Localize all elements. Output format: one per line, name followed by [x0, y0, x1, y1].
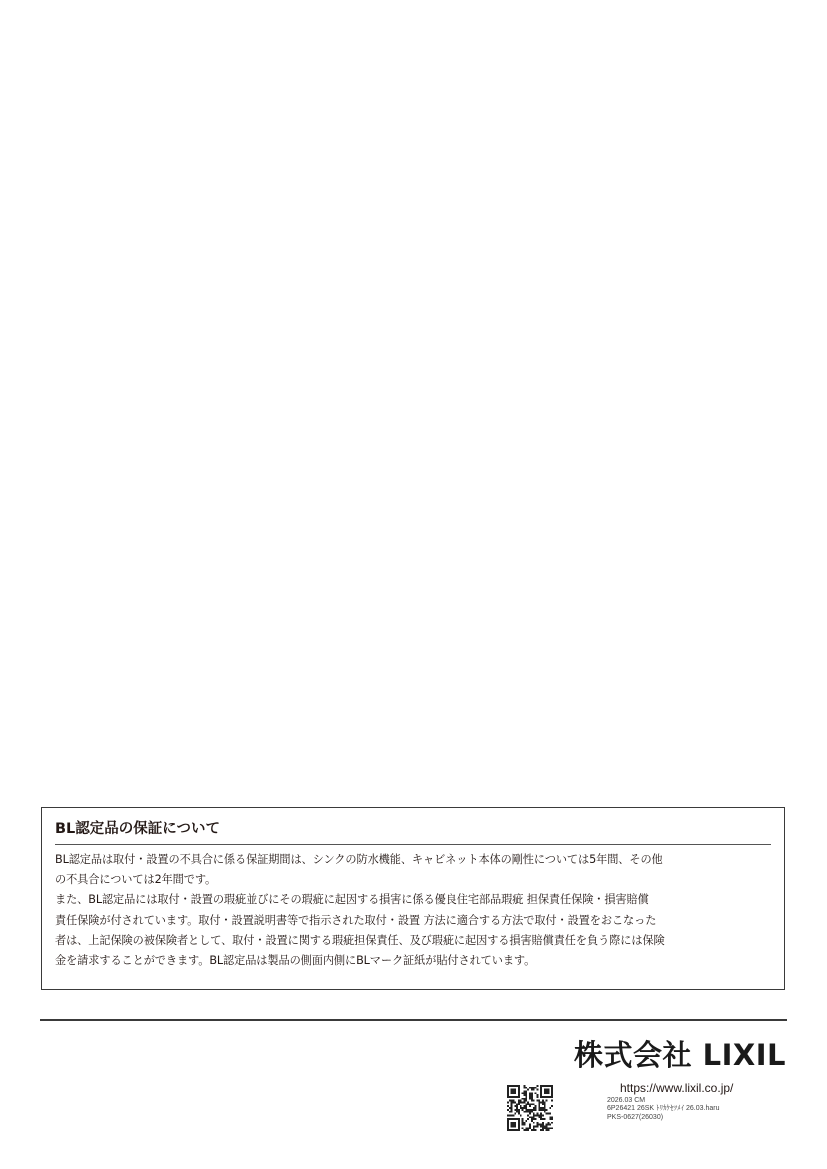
notice-line: また、BL認定品には取付・設置の瑕疵並びにその瑕疵に起因する損害に係る優良住宅部品瑕疵 担保責任保険・損害賠償 — [55, 893, 649, 907]
notice-line: の不具合については2年間です。 — [55, 873, 217, 887]
footer-divider — [40, 1019, 787, 1021]
notice-line: 者は、上記保険の被保険者として、取付・設置に関する瑕疵担保責任、及び瑕疵に起因する損害賠償責任を負う際には保険 — [55, 933, 665, 947]
company-logo: 株式会社 LIXIL — [574, 1038, 786, 1072]
title-underline — [55, 844, 771, 845]
notice-body — [55, 850, 775, 971]
print-code-line: 2026.03 CM — [607, 1097, 646, 1104]
print-code-line: PKS-0627(26030) — [607, 1113, 664, 1121]
qr-code-icon — [507, 1085, 553, 1131]
company-url[interactable]: https://www.lixil.co.jp/ — [620, 1081, 734, 1095]
notice-line: BL認定品は取付・設置の不具合に係る保証期間は、シンクの防水機能、キャビネット本体の剛性については5年間、その他 — [55, 853, 663, 866]
notice-title: BL認定品の保証について — [55, 821, 221, 837]
notice-line: 責任保険が付されています。取付・設置説明書等で指示された取付・設置 方法に適合する方法で取付・設置をおこなった — [55, 913, 657, 927]
notice-line: 金を請求することができます。BL認定品は製品の側面内側にBLマーク証紙が貼付されています。 — [55, 954, 536, 968]
bl-warranty-notice — [41, 807, 785, 990]
print-codes — [607, 1097, 719, 1122]
print-code-line: 6P26421 26SK ﾄﾘｶｹｾﾂﾒｲ 26.03.haru — [607, 1105, 720, 1113]
